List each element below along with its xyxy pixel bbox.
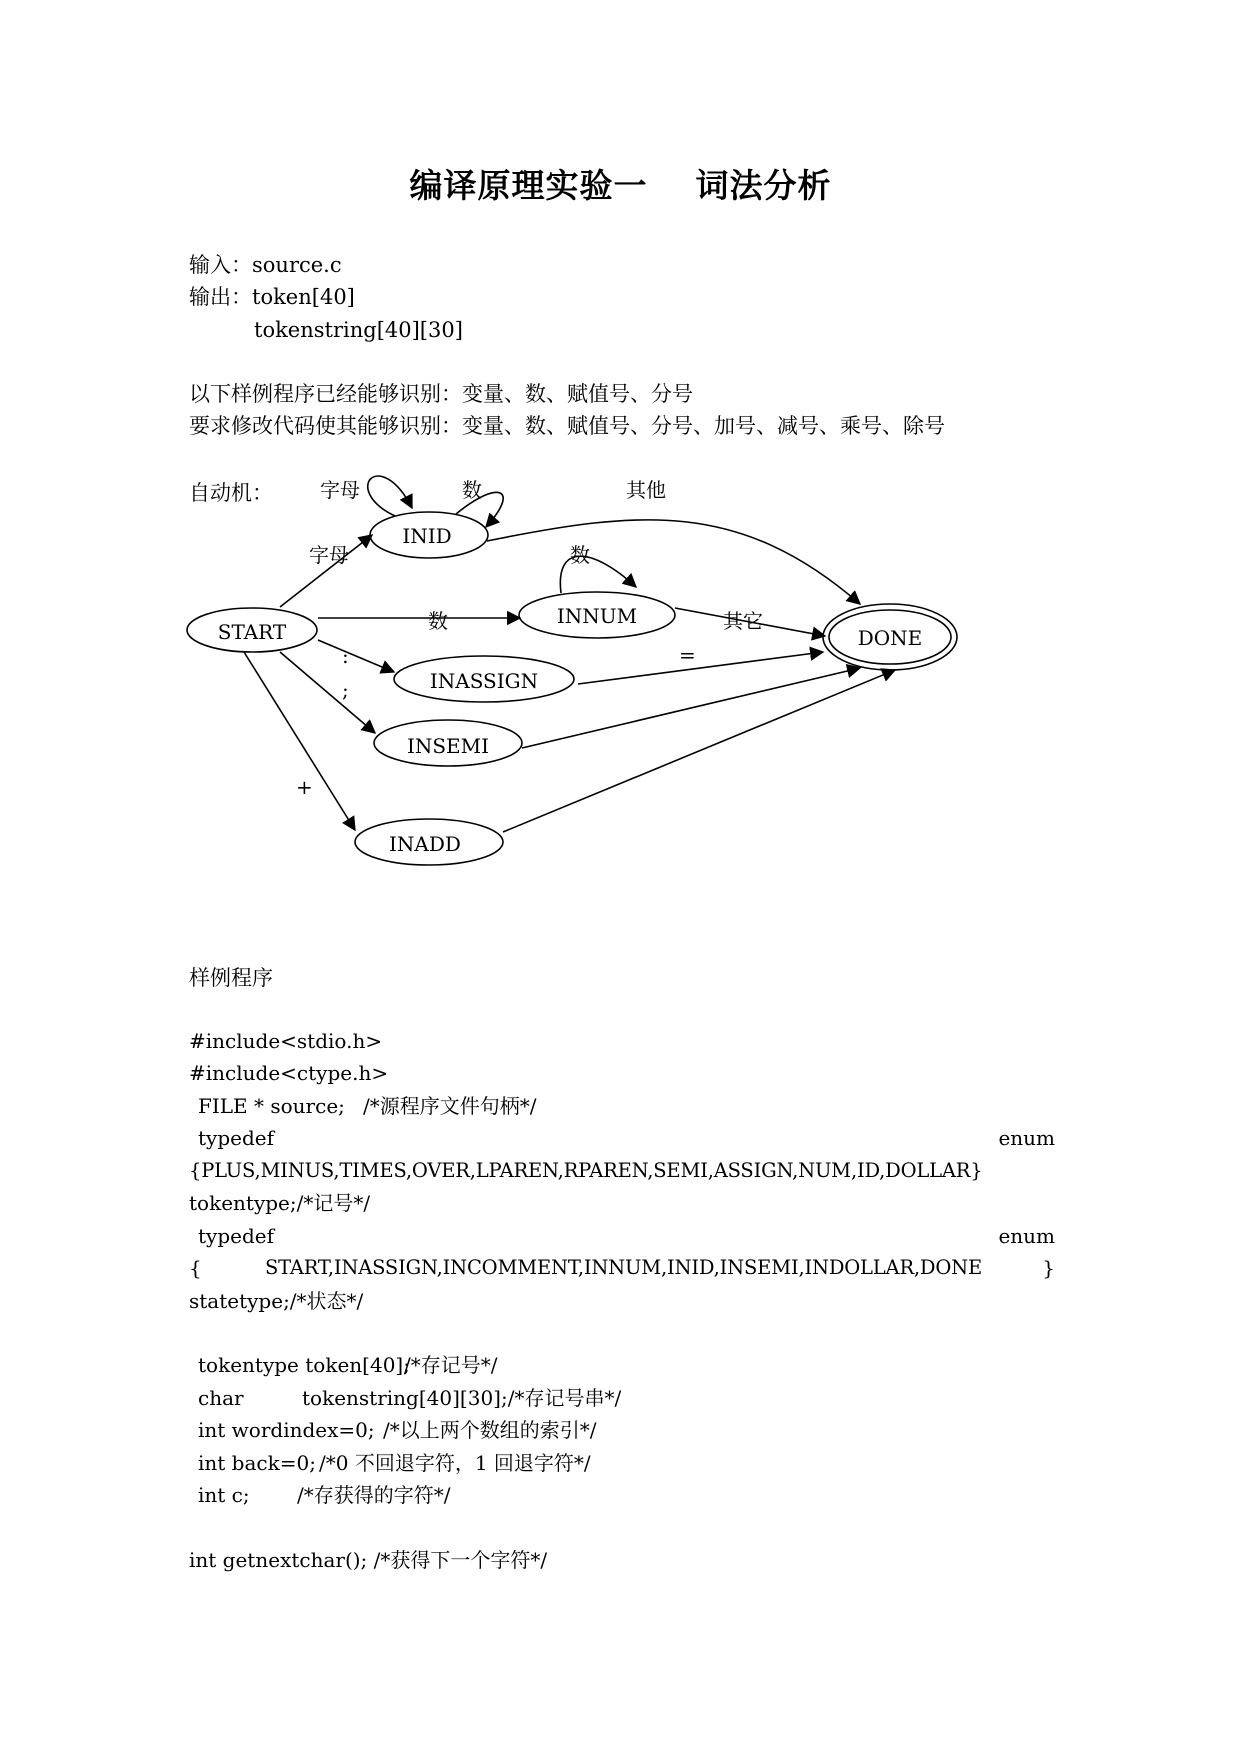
code-line: char [198,1386,244,1410]
code-line: enum [998,1224,1055,1248]
code-comment: /*以上两个数组的索引*/ [383,1418,597,1442]
edge-start-to-insemi [280,652,375,733]
state-inadd-label: INADD [389,832,461,856]
edge-inadd-to-done [503,670,895,832]
edge-label-letter-loop: 字母 [320,478,360,502]
state-innum-label: INNUM [556,604,638,628]
code-line: int getnextchar(); /*获得下一个字符*/ [189,1548,548,1572]
code-line: int wordindex=0; [198,1418,375,1442]
code-line: int back=0; [198,1451,316,1475]
requirement-line-2: 要求修改代码使其能够识别：变量、数、赋值号、分号、加号、减号、乘号、除号 [189,414,945,438]
code-line: tokentype token[40]; [198,1353,410,1377]
code-comment: /*源程序文件句柄*/ [363,1094,537,1118]
state-inid-label: INID [402,524,452,548]
edge-inassign-to-done [578,652,823,684]
code-line: enum [998,1126,1055,1150]
state-start-label: START [217,620,287,644]
edge-label-plus: + [296,775,313,799]
code-line: tokentype;/*记号*/ [189,1191,371,1215]
edge-insemi-to-done [522,668,860,748]
edge-label-digit-loop-num: 数 [570,543,590,567]
sample-heading: 样例程序 [189,966,273,990]
output-line-2: tokenstring[40][30] [254,318,463,342]
code-line: typedef [198,1224,275,1248]
title-part-1: 编译原理实验一 [409,166,648,205]
edge-label-digit-loop-id: 数 [462,478,482,502]
code-line: {PLUS,MINUS,TIMES,OVER,LPAREN,RPAREN,SEMI,ASSIGN,NUM,ID,DOLLAR} [189,1159,983,1182]
code-line: #include<stdio.h> [189,1029,383,1053]
output-line: 输出：token[40] [189,285,355,309]
state-done-label: DONE [857,626,923,650]
code-comment: /*存获得的字符*/ [297,1483,451,1507]
state-insemi-label: INSEMI [406,734,490,758]
edge-start-to-inadd [244,652,355,830]
code-line: FILE * source; [198,1094,345,1118]
code-line: int c; [198,1483,250,1507]
code-line: { [189,1256,202,1280]
edge-label-other-top: 其他 [626,478,666,502]
code-comment: /*0 不回退字符，1 回退字符*/ [319,1451,591,1475]
automaton-label: 自动机： [189,481,273,505]
edge-label-equals: = [679,643,696,667]
code-line: START,INASSIGN,INCOMMENT,INNUM,INID,INSEMI,INDOLLAR,DONE [265,1256,983,1279]
edge-label-colon: : [342,644,349,668]
edge-label-other-num: 其它 [723,609,763,633]
state-inassign-label: INASSIGN [429,669,539,693]
title-part-2: 词法分析 [695,166,832,205]
code-line: statetype;/*状态*/ [189,1289,364,1313]
code-comment: /*存记号*/ [404,1353,498,1377]
edge-label-semicolon: ; [342,678,349,702]
edge-start-to-inassign [318,640,394,672]
edge-label-digit-start: 数 [428,609,448,633]
code-line: tokenstring[40][30];/*存记号串*/ [302,1386,622,1410]
code-line: } [1042,1256,1055,1280]
edge-inid-letter-loop [368,476,412,516]
edge-inid-to-done [487,520,860,604]
edge-label-letter-start: 字母 [309,543,349,567]
input-line: 输入：source.c [189,253,342,277]
code-line: typedef [198,1126,275,1150]
code-line: #include<ctype.h> [189,1061,389,1085]
requirement-line-1: 以下样例程序已经能够识别：变量、数、赋值号、分号 [189,382,693,406]
